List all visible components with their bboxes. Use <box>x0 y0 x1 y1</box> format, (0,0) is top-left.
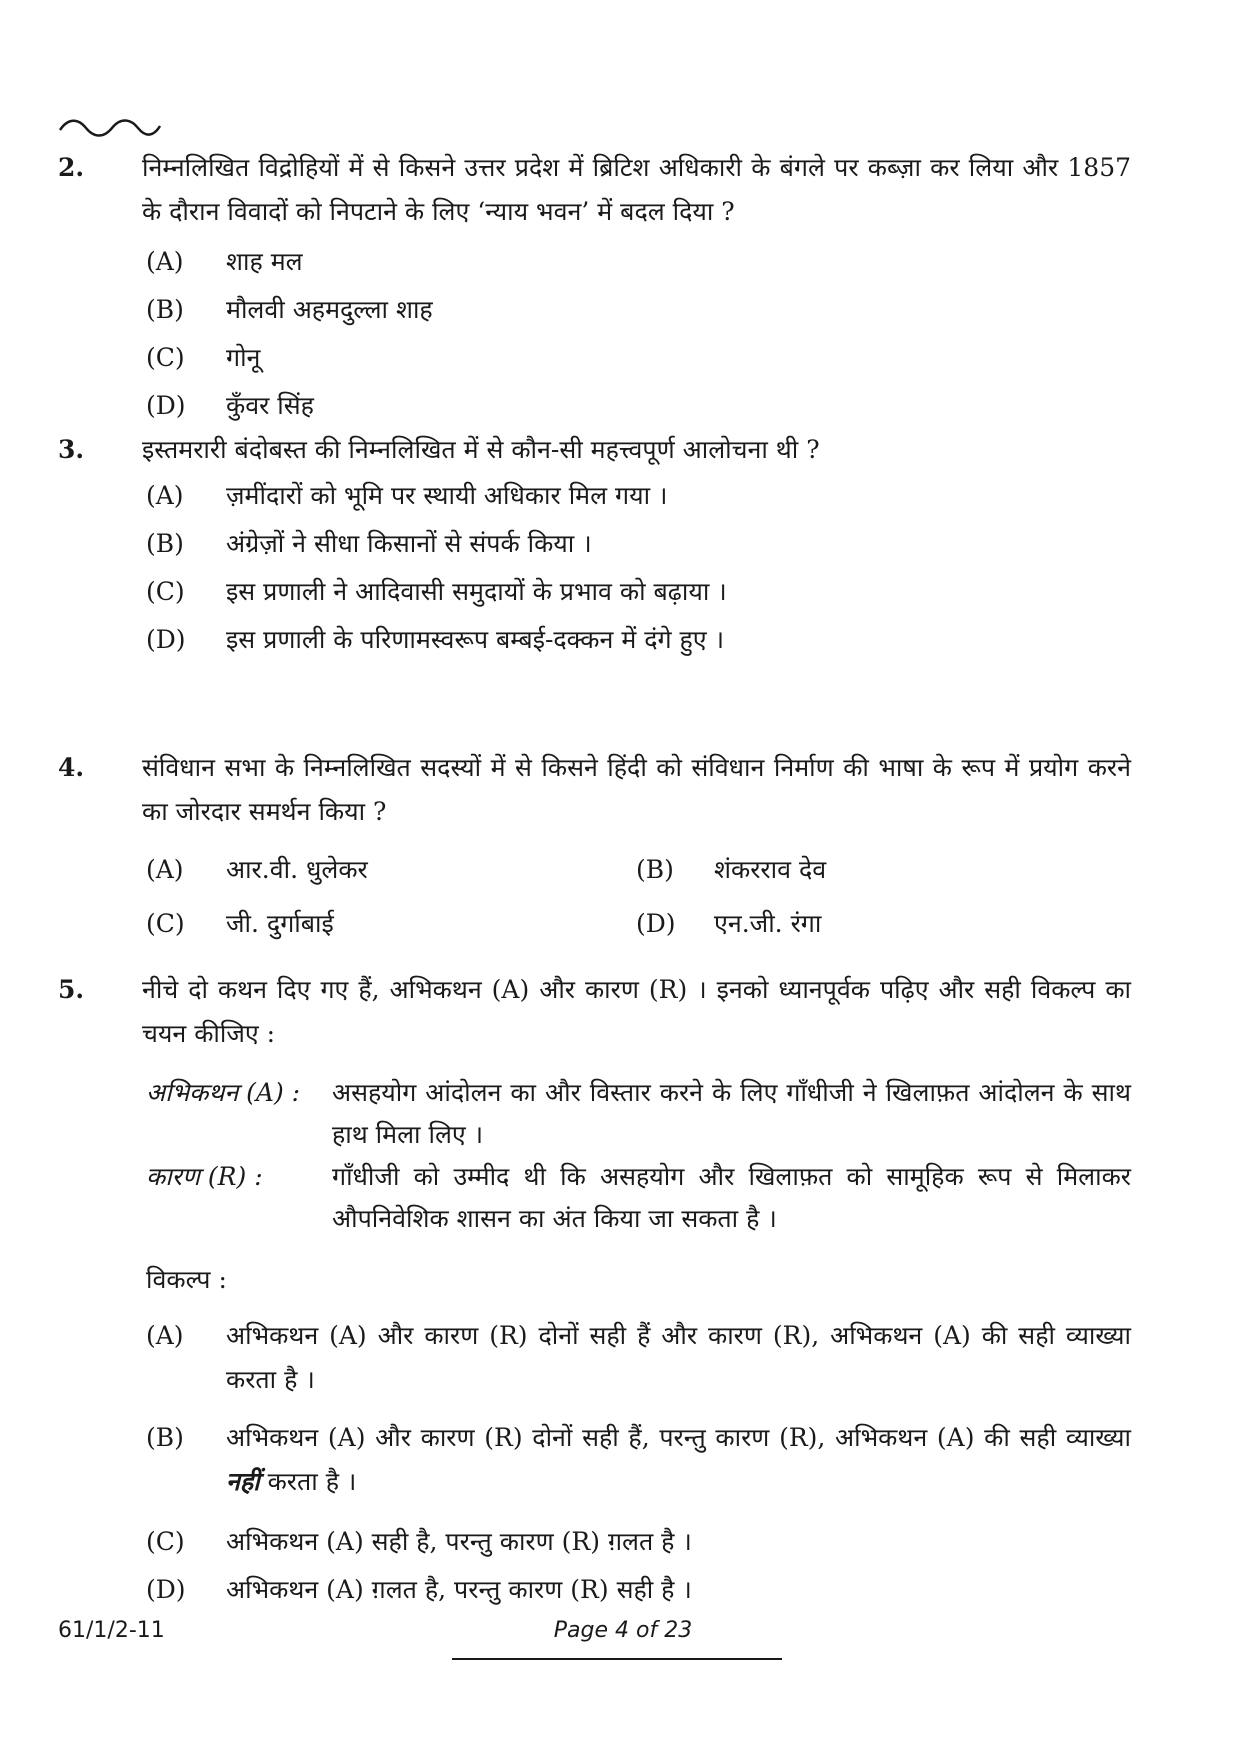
option-d[interactable]: एन.जी. रंगा <box>714 909 822 938</box>
question-text: संविधान सभा के निम्नलिखित सदस्यों में से किसने हिंदी को संविधान निर्माण की भाषा के रूप में प्रयोग करने का जोरदार समर्थन किया ? <box>142 753 1131 826</box>
option-text: कुँवर सिंह <box>226 391 314 420</box>
option-label: (A) <box>146 481 184 510</box>
option-text-part: अभिकथन (A) और कारण (R) दोनों सही हैं, परन्तु कारण (R), अभिकथन (A) की सही व्याख्या <box>226 1423 1131 1452</box>
option-row <box>146 846 1131 900</box>
option-a[interactable] <box>146 1314 1131 1402</box>
question-text: निम्नलिखित विद्रोहियों में से किसने उत्तर प्रदेश में ब्रिटिश अधिकारी के बंगले पर कब्ज़ा कर लिया और 1857 के दौरान विवादों को निपटाने के लिए ‘न्याय भवन’ में बदल दिया ? <box>142 153 1131 226</box>
option-label: (D) <box>146 1575 186 1604</box>
question-number: 3. <box>58 435 85 464</box>
tilde-ornament <box>58 112 162 142</box>
option-label: (C) <box>146 577 185 606</box>
option-c[interactable] <box>146 334 1131 382</box>
option-c[interactable]: जी. दुर्गाबाई <box>226 909 334 938</box>
option-label: (B) <box>636 855 674 884</box>
option-b[interactable] <box>146 286 1131 334</box>
option-label: (C) <box>146 909 185 938</box>
option-text: शाह मल <box>226 247 303 276</box>
question-number: 5. <box>58 975 85 1004</box>
question-5 <box>58 968 1131 1614</box>
option-text: अंग्रेज़ों ने सीधा किसानों से संपर्क किया । <box>226 529 592 558</box>
option-label: (A) <box>146 247 184 276</box>
option-c[interactable] <box>146 568 1131 616</box>
question-number: 2. <box>58 153 85 182</box>
option-text: गोनू <box>226 343 261 372</box>
option-text-part: करता है । <box>267 1467 357 1496</box>
option-text: मौलवी अहमदुल्ला शाह <box>226 295 433 324</box>
option-text: अभिकथन (A) सही है, परन्तु कारण (R) ग़लत है । <box>226 1527 692 1556</box>
option-b[interactable] <box>146 1416 1131 1504</box>
option-label: (B) <box>146 529 184 558</box>
question-3 <box>58 428 1131 664</box>
question-number: 4. <box>58 753 85 782</box>
question-text: नीचे दो कथन दिए गए हैं, अभिकथन (A) और कारण (R) । इनको ध्यानपूर्वक पढ़िए और सही विकल्प का चयन कीजिए : <box>142 975 1131 1048</box>
option-d[interactable] <box>146 382 1131 430</box>
option-a[interactable] <box>146 238 1131 286</box>
option-label: (A) <box>146 1321 184 1350</box>
option-label: (D) <box>146 625 186 654</box>
question-4 <box>58 746 1131 954</box>
option-a[interactable]: आर.वी. धुलेकर <box>226 855 368 884</box>
option-row <box>146 900 1131 954</box>
assertion-label: अभिकथन (A) : <box>146 1078 301 1107</box>
option-label: (C) <box>146 1527 185 1556</box>
option-text: अभिकथन (A) ग़लत है, परन्तु कारण (R) सही है । <box>226 1575 692 1604</box>
paper-code: 61/1/2-11 <box>58 1618 165 1643</box>
assertion-text: असहयोग आंदोलन का और विस्तार करने के लिए गाँधीजी ने खिलाफ़त आंदोलन के साथ हाथ मिला लिए । <box>332 1078 1131 1149</box>
option-text: ज़मींदारों को भूमि पर स्थायी अधिकार मिल गया । <box>226 481 668 510</box>
option-b[interactable] <box>146 520 1131 568</box>
option-text: इस प्रणाली ने आदिवासी समुदायों के प्रभाव को बढ़ाया । <box>226 577 727 606</box>
option-label: (C) <box>146 343 185 372</box>
options-heading: विकल्प : <box>146 1265 227 1294</box>
option-a[interactable] <box>146 472 1131 520</box>
reason-label: कारण (R) : <box>146 1162 263 1191</box>
emphasis-not: नहीं <box>226 1467 260 1496</box>
reason-text: गाँधीजी को उम्मीद थी कि असहयोग और खिलाफ़त को सामूहिक रूप से मिलाकर औपनिवेशिक शासन का अंत किया जा सकता है । <box>332 1162 1131 1233</box>
option-label: (D) <box>146 391 186 420</box>
option-text: अभिकथन (A) और कारण (R) दोनों सही हैं और कारण (R), अभिकथन (A) की सही व्याख्या करता है । <box>226 1321 1131 1394</box>
option-text: इस प्रणाली के परिणामस्वरूप बम्बई-दक्कन में दंगे हुए । <box>226 625 725 654</box>
reason-block <box>146 1156 1131 1240</box>
option-label: (B) <box>146 1423 184 1452</box>
option-label: (D) <box>636 909 676 938</box>
option-label: (B) <box>146 295 184 324</box>
page-number: Page 4 of 23 <box>553 1618 693 1643</box>
question-text: इस्तमरारी बंदोबस्त की निम्नलिखित में से कौन-सी महत्त्वपूर्ण आलोचना थी ? <box>142 435 820 464</box>
option-text <box>226 1416 1131 1504</box>
footer-rule <box>452 1658 782 1660</box>
option-b[interactable]: शंकरराव देव <box>714 855 827 884</box>
question-2 <box>58 146 1131 430</box>
option-d[interactable] <box>146 616 1131 664</box>
option-c[interactable] <box>146 1518 1131 1566</box>
option-label: (A) <box>146 855 184 884</box>
assertion-block <box>146 1072 1131 1156</box>
option-d[interactable] <box>146 1566 1131 1614</box>
